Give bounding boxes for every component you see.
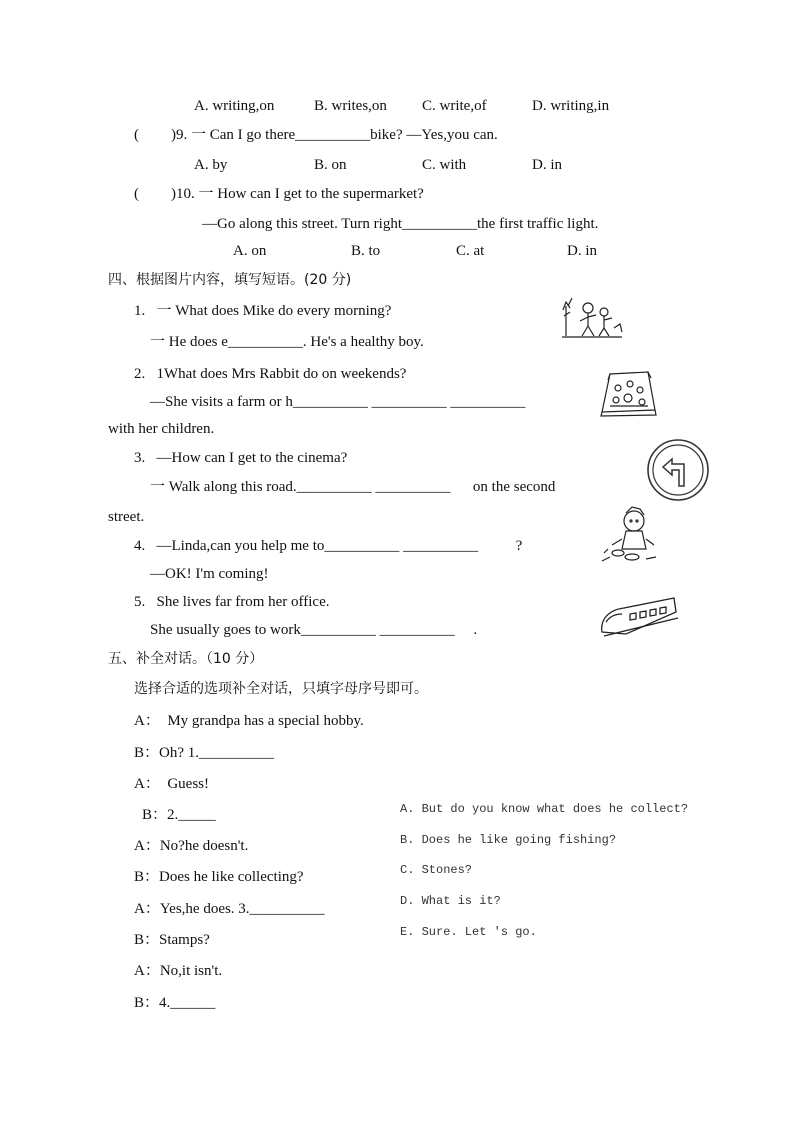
train-picture-icon	[596, 592, 680, 640]
s4-q4: 4. —Linda,can you help me to__________ __________ ?	[134, 538, 523, 554]
s4-a2: —She visits a farm or h__________ __________ __________	[150, 394, 526, 410]
q8-option-a: A. writing,on	[194, 98, 275, 114]
q8-option-c: C. write,of	[422, 98, 487, 114]
dialogue-line: B：Does he like collecting?	[134, 869, 304, 885]
s4-a5: She usually goes to work__________ __________ .	[150, 622, 478, 638]
s4-a1: 一 He does e__________. He's a healthy boy.	[150, 334, 424, 350]
q10-option-c: C. at	[456, 243, 485, 259]
q8-option-b: B. writes,on	[314, 98, 387, 114]
dialogue-line: A：No?he doesn't.	[134, 838, 249, 854]
choice-item: A. But do you know what does he collect?	[400, 802, 689, 816]
q10-option-d: D. in	[567, 243, 597, 259]
q10-paren-open: (	[134, 186, 139, 202]
section5-instruction: 选择合适的选项补全对话，只填字母序号即可。	[134, 681, 428, 697]
section4-heading: 四、根据图片内容，填写短语。(20 分)	[108, 272, 352, 288]
s4-a4: —OK! I'm coming!	[150, 566, 269, 582]
q9-option-d: D. in	[532, 157, 562, 173]
s4-q5: 5. She lives far from her office.	[134, 594, 330, 610]
dialogue-line: A：Yes,he does. 3.__________	[134, 901, 325, 917]
q10-option-a: A. on	[233, 243, 267, 259]
s4-a3: 一 Walk along this road.__________ __________ on the second	[150, 479, 556, 495]
q9-option-a: A. by	[194, 157, 228, 173]
choice-item: E. Sure. Let 's go.	[400, 925, 537, 939]
q10-paren-close: )	[171, 186, 176, 202]
s4-q3: 3. —How can I get to the cinema?	[134, 450, 348, 466]
farm-picture-icon	[598, 368, 658, 418]
turn-left-sign-icon	[646, 438, 710, 502]
q8-option-d: D. writing,in	[532, 98, 610, 114]
choice-item: D. What is it?	[400, 894, 501, 908]
choice-item: B. Does he like going fishing?	[400, 833, 617, 847]
choice-item: C. Stones?	[400, 863, 473, 877]
dialogue-line: B：Stamps?	[134, 932, 210, 948]
q10-stem: 10. 一 How can I get to the supermarket?	[176, 186, 424, 202]
q9-option-b: B. on	[314, 157, 347, 173]
section5-heading: 五、补全对话。（10 分）	[108, 651, 264, 667]
dialogue-line: A：No,it isn't.	[134, 963, 223, 979]
exercise-picture-icon	[560, 288, 624, 340]
s4-q2: 2. 1What does Mrs Rabbit do on weekends?	[134, 366, 407, 382]
dialogue-line: A： Guess!	[134, 776, 209, 792]
cooking-picture-icon	[596, 503, 662, 569]
s4-a3-cont: street.	[108, 509, 145, 525]
dialogue-line: B：2._____	[142, 807, 216, 823]
s4-a2-cont: with her children.	[108, 421, 215, 437]
q10-answer-line: —Go along this street. Turn right__________the first traffic light.	[202, 216, 599, 232]
q9-paren-close: )	[171, 127, 176, 143]
s4-q1: 1. 一 What does Mike do every morning?	[134, 303, 392, 319]
q9-paren-open: (	[134, 127, 139, 143]
q9-stem: 9. 一 Can I go there__________bike? —Yes,you can.	[176, 127, 498, 143]
dialogue-line: B：4.______	[134, 995, 216, 1011]
q10-option-b: B. to	[351, 243, 381, 259]
dialogue-line: A： My grandpa has a special hobby.	[134, 713, 364, 729]
dialogue-line: B：Oh? 1.__________	[134, 745, 274, 761]
q9-option-c: C. with	[422, 157, 467, 173]
